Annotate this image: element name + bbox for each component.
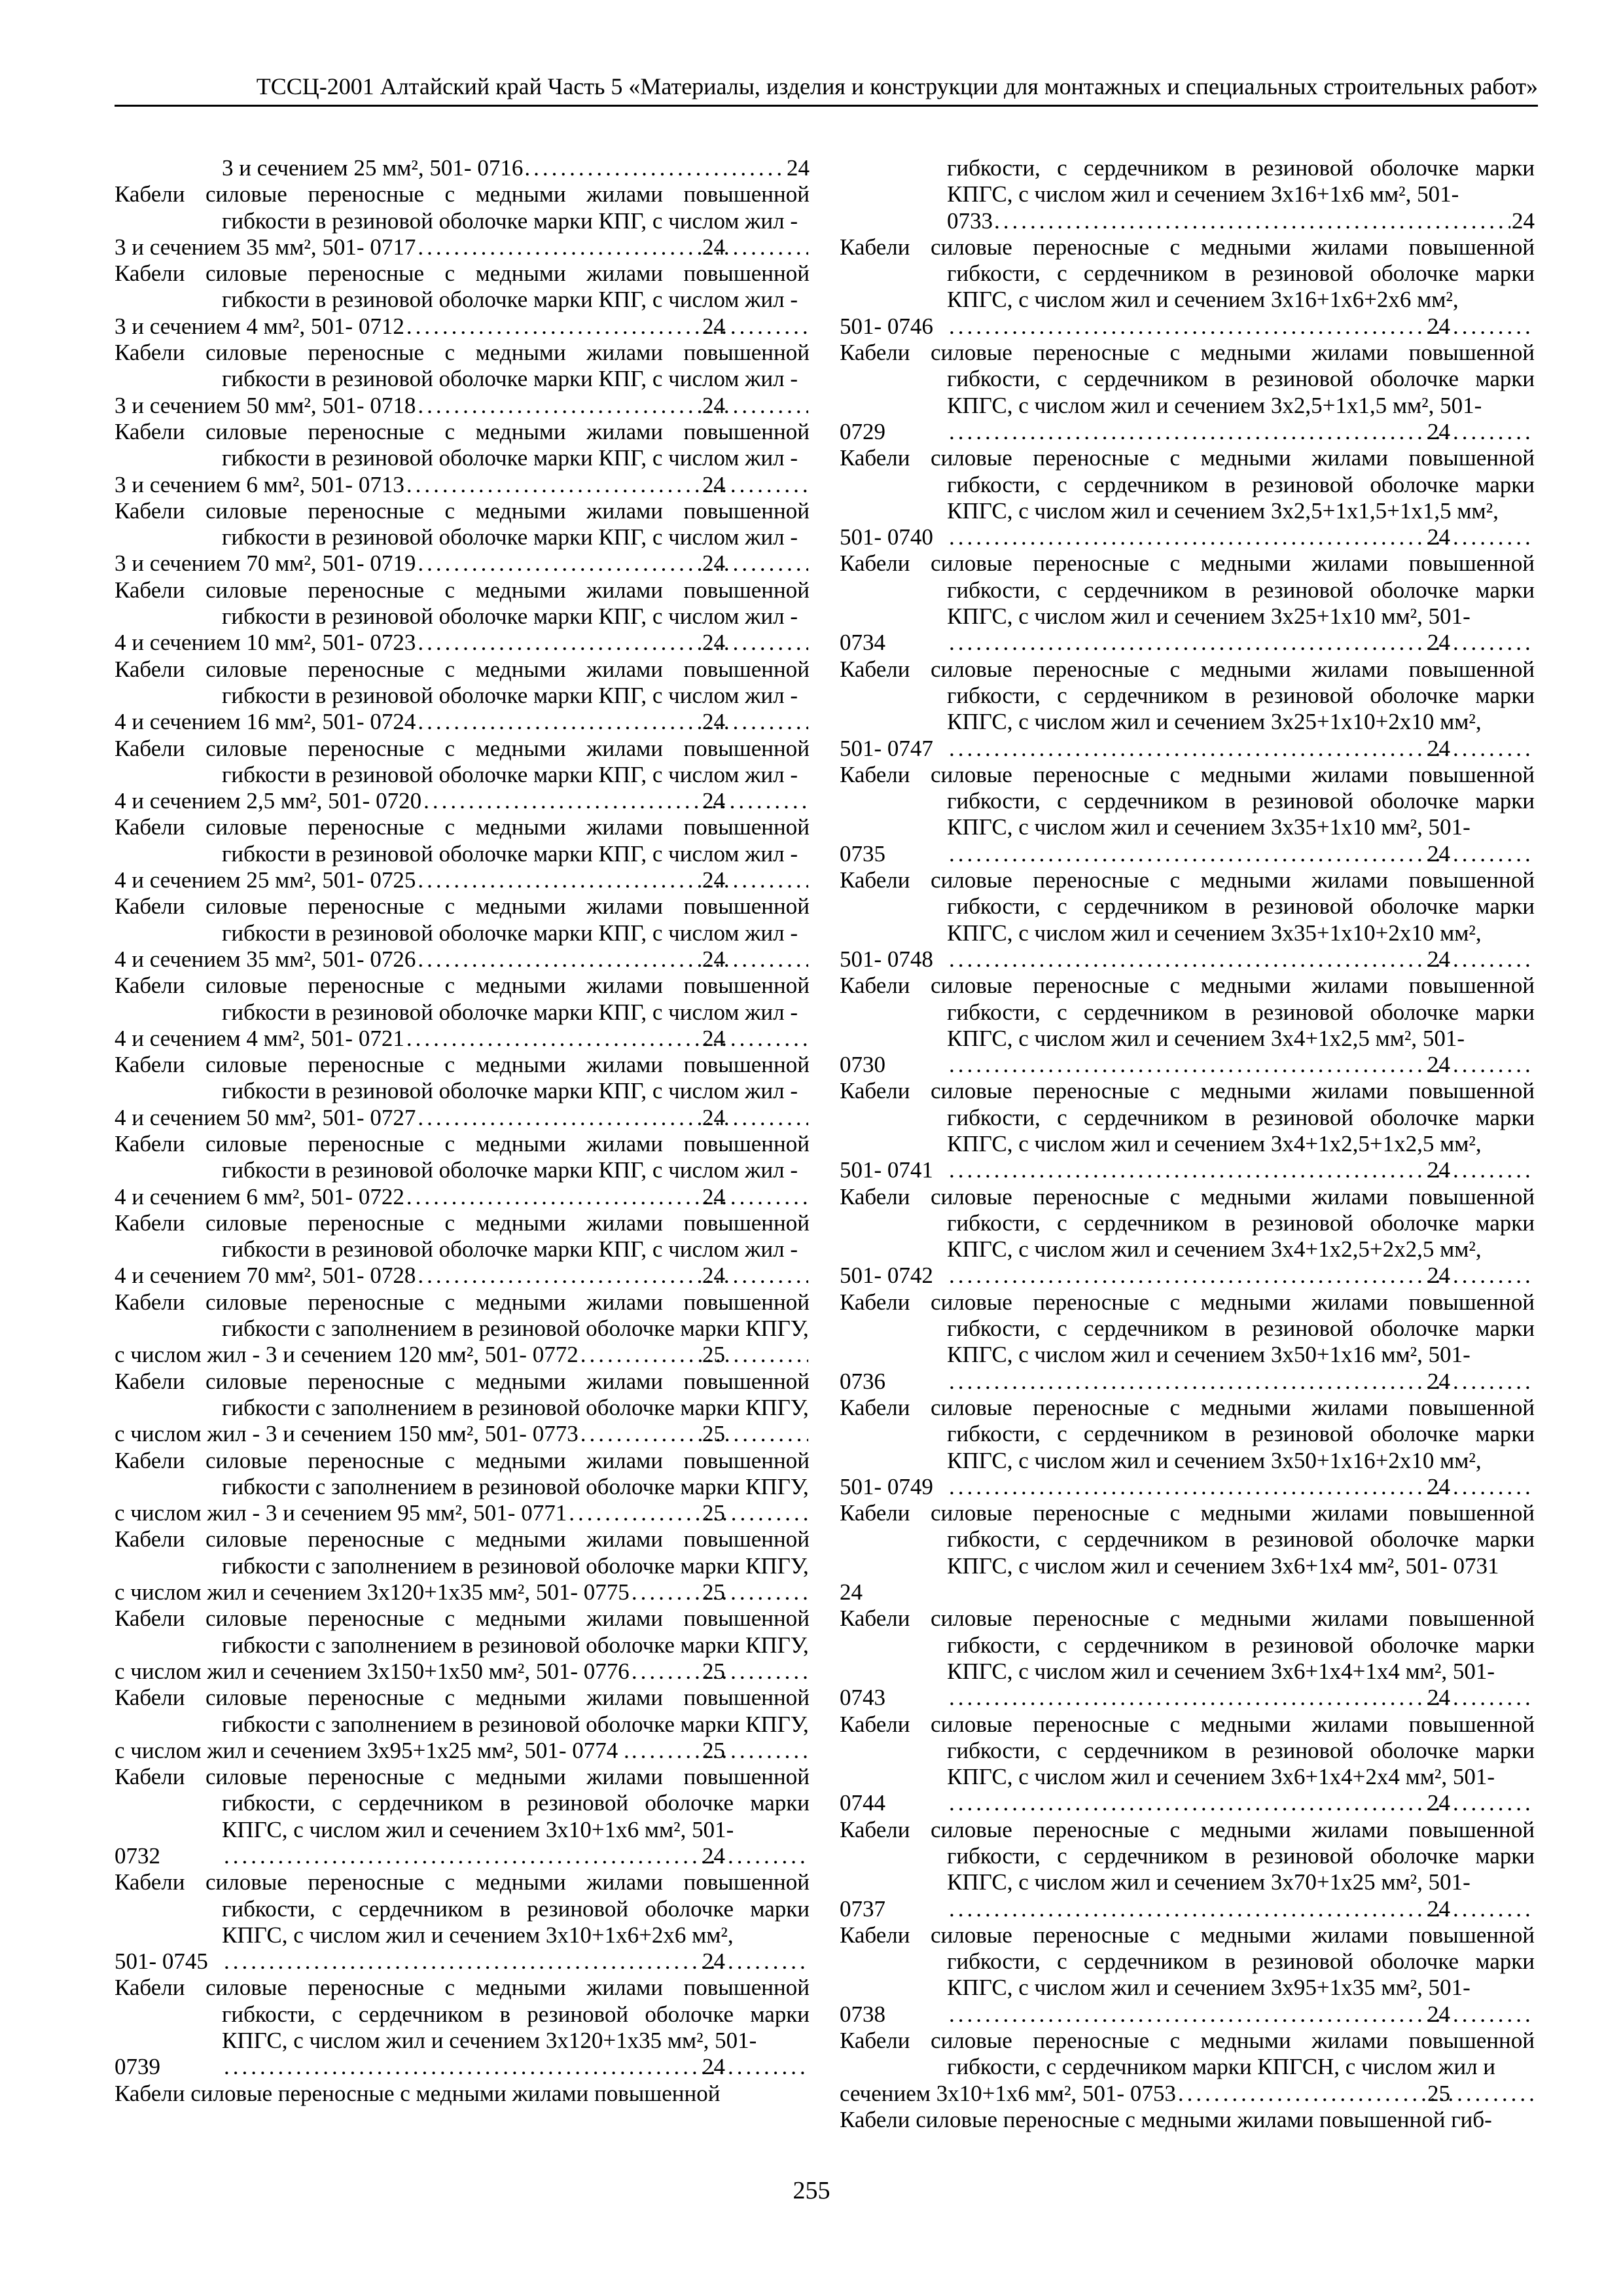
entry-last-line	[947, 208, 1535, 234]
entry-text: Кабели силовые переносные с медными жилами повышенной гибкости, с сердечником в резиновой оболочке марки КПГС, с числом жил и сечением 3х4+1х2,5 мм², 501-	[840, 973, 1535, 1051]
entry-reference: 3 и сечением 6 мм², 501- 0713	[115, 471, 404, 497]
entry-last-line: 0743 ..... 24	[947, 1685, 1535, 1711]
entry-reference: с числом жил и сечением 3х150+1х50 мм², 501- 0776	[115, 1658, 630, 1684]
entry-last-line: 4 и сечением 16 мм², 501- 0724 ..... 24	[222, 709, 810, 735]
index-entry	[115, 973, 810, 1052]
entry-last-line: 24	[840, 1579, 863, 1605]
entry-text: Кабели силовые переносные с медными жилами повышенной гибкости с заполнением в резиновой оболочке марки КПГУ,	[115, 1447, 810, 1499]
entry-last-line: с числом жил - 3 и сечением 150 мм², 501- 0773 ..... 25	[222, 1421, 810, 1447]
index-entry	[115, 1869, 810, 1975]
index-entry	[840, 1289, 1535, 1395]
entry-last-line: 4 и сечением 2,5 мм², 501- 0720 ..... 24	[222, 788, 810, 814]
dot-leader	[417, 393, 808, 419]
entry-text: Кабели силовые переносные с медными жилами повышенной гибкости в резиновой оболочке марки КПГ, с числом жил -	[115, 1130, 810, 1183]
index-entry	[840, 445, 1535, 550]
index-entry	[115, 1764, 810, 1869]
index-entry	[115, 1052, 810, 1131]
entry-reference: 4 и сечением 4 мм², 501- 0721	[115, 1025, 404, 1051]
entry-text: Кабели силовые переносные с медными жилами повышенной гибкости в резиновой оболочке марки КПГ, с числом жил -	[115, 497, 810, 550]
entry-text: Кабели силовые переносные с медными жилами повышенной гибкости в резиновой оболочке марки КПГ, с числом жил -	[115, 656, 810, 708]
entry-text: Кабели силовые переносные с медными жилами повышенной гибкости в резиновой оболочке марки КПГ, с числом жил -	[115, 340, 810, 392]
entry-reference: 4 и сечением 50 мм², 501- 0727	[115, 1104, 416, 1130]
index-column-left	[115, 155, 810, 2107]
entry-last-line: 0739 ..... 24	[222, 2054, 810, 2080]
entry-text: Кабели силовые переносные с медными жилами повышенной гибкости, с сердечником в резиновой оболочке марки КПГС, с числом жил и сечением 3х10+1х6+2х6 мм²,	[115, 1869, 810, 1948]
index-entry	[115, 736, 810, 815]
entry-text: Кабели силовые переносные с медными жилами повышенной гибкости, с сердечником в резиновой оболочке марки КПГС, с числом жил и сечением 3х70+1х25 мм², 501-	[840, 1816, 1535, 1895]
index-entry	[840, 1184, 1535, 1289]
index-entry	[840, 973, 1535, 1078]
entry-text: Кабели силовые переносные с медными жилами повышенной гибкости, с сердечником в резиновой оболочке марки КПГС, с числом жил и сечением 3х2,5+1х1,5+1х1,5 мм²,	[840, 445, 1535, 524]
entry-reference: с числом жил и сечением 3х120+1х35 мм², 501- 0775	[115, 1579, 630, 1605]
entry-text: Кабели силовые переносные с медными жилами повышенной гибкости, с сердечником в резиновой оболочке марки КПГС, с числом жил и сечением 3х16+1х6+2х6 мм²,	[840, 234, 1535, 313]
dot-leader	[417, 1263, 808, 1289]
entry-page-ref: 24	[787, 155, 810, 181]
page-number: 255	[793, 2177, 830, 2204]
entry-reference: 0733	[947, 207, 993, 234]
entry-reference: 4 и сечением 16 мм², 501- 0724	[115, 709, 416, 735]
running-header: ТССЦ-2001 Алтайский край Часть 5 «Материалы, изделия и конструкции для монтажных и специальных строительных работ»	[256, 73, 1538, 99]
entry-page-ref: 24	[1512, 207, 1535, 234]
entry-reference: 4 и сечением 25 мм², 501- 0725	[115, 867, 416, 893]
entry-last-line: 4 и сечением 35 мм², 501- 0726 ..... 24	[222, 946, 810, 973]
entry-text: Кабели силовые переносные с медными жилами повышенной гибкости, с сердечником в резиновой оболочке марки КПГС, с числом жил и сечением 3х4+1х2,5+1х2,5 мм²,	[840, 1078, 1535, 1157]
dot-leader	[417, 867, 808, 893]
dot-leader	[417, 630, 808, 656]
entry-last-line: 0744 ..... 24	[947, 1790, 1535, 1816]
entry-text: Кабели силовые переносные с медными жилами повышенной гибкости в резиновой оболочке марки КПГ, с числом жил -	[115, 1210, 810, 1263]
entry-text: Кабели силовые переносные с медными жилами повышенной гибкости, с сердечником в резиновой оболочке марки КПГС, с числом жил и сечением 3х35+1х10 мм², 501-	[840, 761, 1535, 840]
entry-last-line: 501- 0740 ..... 24	[947, 524, 1535, 550]
entry-text: Кабели силовые переносные с медными жилами повышенной гибкости, с сердечником в резиновой оболочке марки КПГС, с числом жил и сечением 3х6+1х4+2х4 мм², 501-	[840, 1711, 1535, 1790]
entry-last-line: с числом жил - 3 и сечением 120 мм², 501- 0772 ..... 25	[222, 1342, 810, 1368]
index-entry	[840, 550, 1535, 656]
entry-text: Кабели силовые переносные с медными жилами повышенной гибкости, с сердечником марки КПГСН, с числом жил и	[840, 2028, 1535, 2080]
index-entry	[840, 2107, 1535, 2133]
index-entry	[840, 1500, 1535, 1605]
entry-reference: сечением 3х10+1х6 мм², 501- 0753	[840, 2080, 1176, 2106]
index-entry	[840, 2028, 1535, 2107]
entry-last-line: 0730 ..... 24	[947, 1052, 1535, 1078]
entry-text: Кабели силовые переносные с медными жилами повышенной гибкости, с сердечником в резиновой оболочке марки КПГС, с числом жил и сечением 3х4+1х2,5+2х2,5 мм²,	[840, 1183, 1535, 1263]
index-entry	[115, 419, 810, 498]
dot-leader	[406, 1026, 808, 1052]
index-entry	[115, 1369, 810, 1448]
entry-text: Кабели силовые переносные с медными жилами повышенной гибкости с заполнением в резиновой оболочке марки КПГУ,	[115, 1605, 810, 1658]
index-entry	[840, 656, 1535, 762]
entry-reference: с числом жил - 3 и сечением 95 мм², 501- 0771	[115, 1500, 567, 1526]
entry-last-line: 0738 ..... 24	[947, 2001, 1535, 2028]
entry-last-line: с числом жил и сечением 3х120+1х35 мм², 501- 0775 ..... 25	[222, 1579, 810, 1605]
entry-last-line: 501- 0741 ..... 24	[947, 1157, 1535, 1183]
header-rule	[115, 105, 1538, 107]
entry-last-line: сечением 3х10+1х6 мм², 501- 0753 ..... 25	[947, 2081, 1535, 2107]
index-entry	[115, 2081, 810, 2107]
entry-reference: 4 и сечением 35 мм², 501- 0726	[115, 946, 416, 972]
entry-reference: 3 и сечением 35 мм², 501- 0717	[115, 234, 416, 260]
dot-leader	[580, 1342, 808, 1368]
entry-reference: 3 и сечением 70 мм², 501- 0719	[115, 550, 416, 577]
entry-reference: 3 и сечением 25 мм², 501- 0716	[222, 155, 524, 181]
entry-text: Кабели силовые переносные с медными жилами повышенной	[115, 2080, 721, 2106]
entry-text: Кабели силовые переносные с медными жилами повышенной гибкости, с сердечником в резиновой оболочке марки КПГС, с числом жил и сечением 3х120+1х35 мм², 501-	[115, 1975, 810, 2054]
entry-text: Кабели силовые переносные с медными жилами повышенной гибкости в резиновой оболочке марки КПГ, с числом жил -	[115, 893, 810, 946]
index-entry	[840, 1395, 1535, 1500]
dot-leader	[580, 1421, 808, 1447]
entry-text: Кабели силовые переносные с медными жилами повышенной гибкости в резиновой оболочке марки КПГ, с числом жил -	[115, 260, 810, 313]
entry-text: Кабели силовые переносные с медными жилами повышенной гибкости, с сердечником в резиновой оболочке марки КПГС, с числом жил и сечением 3х10+1х6 мм², 501-	[115, 1764, 810, 1842]
index-column-right	[840, 155, 1535, 2133]
entry-last-line: 4 и сечением 25 мм², 501- 0725 ..... 24	[222, 867, 810, 893]
index-entry	[115, 1448, 810, 1527]
entry-reference: с числом жил - 3 и сечением 150 мм², 501- 0773	[115, 1421, 579, 1447]
entry-text: гибкости, с сердечником в резиновой оболочке марки КПГС, с числом жил и сечением 3х16+1х6 мм², 501-	[947, 155, 1535, 207]
entry-reference: 4 и сечением 70 мм², 501- 0728	[115, 1263, 416, 1289]
entry-text: Кабели силовые переносные с медными жилами повышенной гибкости, с сердечником в резиновой оболочке марки КПГС, с числом жил и сечением 3х50+1х16+2х10 мм²,	[840, 1394, 1535, 1473]
entry-text: Кабели силовые переносные с медными жилами повышенной гибкости в резиновой оболочке марки КПГ, с числом жил -	[115, 577, 810, 630]
entry-last-line: 501- 0748 ..... 24	[947, 946, 1535, 973]
entry-last-line: с числом жил и сечением 3х95+1х25 мм², 501- 0774 . ..... 25	[222, 1738, 810, 1764]
entry-text: Кабели силовые переносные с медными жилами повышенной гиб-	[840, 2106, 1492, 2132]
entry-text: Кабели силовые переносные с медными жилами повышенной гибкости, с сердечником в резиновой оболочке марки КПГС, с числом жил и сечением 3х25+1х10+2х10 мм²,	[840, 656, 1535, 735]
index-entry	[115, 155, 810, 181]
index-entry	[115, 893, 810, 973]
index-entry	[840, 1922, 1535, 2028]
dot-leader	[994, 208, 1510, 234]
dot-leader	[417, 550, 808, 577]
index-entry	[115, 577, 810, 656]
index-entry	[840, 762, 1535, 867]
entry-last-line: 0734 ..... 24	[947, 630, 1535, 656]
entry-text: Кабели силовые переносные с медными жилами повышенной гибкости с заполнением в резиновой оболочке марки КПГУ,	[115, 1289, 810, 1342]
index-entry	[115, 498, 810, 577]
index-entry	[115, 1685, 810, 1764]
dot-leader	[1177, 2081, 1533, 2107]
entry-text: Кабели силовые переносные с медными жилами повышенной гибкости в резиновой оболочке марки КПГ, с числом жил -	[115, 418, 810, 471]
entry-text: Кабели силовые переносные с медными жилами повышенной гибкости в резиновой оболочке марки КПГ, с числом жил -	[115, 814, 810, 867]
entry-last-line: 3 и сечением 50 мм², 501- 0718 ..... 24	[222, 393, 810, 419]
entry-text: Кабели силовые переносные с медными жилами повышенной гибкости в резиновой оболочке марки КПГ, с числом жил -	[115, 973, 810, 1025]
entry-text: Кабели силовые переносные с медными жилами повышенной гибкости с заполнением в резиновой оболочке марки КПГУ,	[115, 1368, 810, 1420]
index-entry	[840, 234, 1535, 340]
entry-last-line: 0732 ..... 24	[222, 1843, 810, 1869]
dot-leader	[406, 1184, 808, 1210]
entry-last-line: 3 и сечением 6 мм², 501- 0713 ..... 24	[222, 472, 810, 498]
index-entry	[840, 867, 1535, 973]
index-entry	[115, 1605, 810, 1685]
entry-reference: 4 и сечением 6 мм², 501- 0722	[115, 1183, 404, 1210]
dot-leader	[417, 234, 808, 260]
entry-last-line: 0735 ..... 24	[947, 841, 1535, 867]
index-entry	[115, 656, 810, 736]
entry-last-line: 3 и сечением 4 мм², 501- 0712 ..... 24	[222, 314, 810, 340]
entry-last-line: 3 и сечением 70 мм², 501- 0719 ..... 24	[222, 550, 810, 577]
dot-leader	[406, 472, 808, 498]
entry-last-line: 4 и сечением 4 мм², 501- 0721 ..... 24	[222, 1026, 810, 1052]
dot-leader	[417, 709, 808, 735]
entry-last-line: 3 и сечением 35 мм², 501- 0717 ..... 24	[222, 234, 810, 260]
index-entry	[115, 340, 810, 419]
entry-last-line: 501- 0742 ..... 24	[947, 1263, 1535, 1289]
entry-text: Кабели силовые переносные с медными жилами повышенной гибкости, с сердечником в резиновой оболочке марки КПГС, с числом жил и сечением 3х50+1х16 мм², 501-	[840, 1289, 1535, 1368]
index-entry	[115, 1131, 810, 1210]
dot-leader	[568, 1500, 808, 1526]
index-entry	[115, 1526, 810, 1605]
entry-reference: с числом жил - 3 и сечением 120 мм², 501- 0772	[115, 1342, 579, 1368]
entry-last-line: 0729 ..... 24	[947, 419, 1535, 445]
entry-reference: 4 и сечением 2,5 мм², 501- 0720	[115, 788, 422, 814]
entry-last-line: 0736 ..... 24	[947, 1369, 1535, 1395]
entry-last-line: 501- 0749 ..... 24	[947, 1474, 1535, 1500]
entry-last-line: 4 и сечением 70 мм², 501- 0728 ..... 24	[222, 1263, 810, 1289]
index-entry	[115, 814, 810, 893]
index-entry	[115, 1210, 810, 1289]
entry-reference: 3 и сечением 4 мм², 501- 0712	[115, 313, 404, 339]
entry-text: Кабели силовые переносные с медными жилами повышенной гибкости, с сердечником в резиновой оболочке марки КПГС, с числом жил и сечением 3х2,5+1х1,5 мм², 501-	[840, 340, 1535, 418]
entry-text: Кабели силовые переносные с медными жилами повышенной гибкости в резиновой оболочке марки КПГ, с числом жил -	[115, 181, 810, 234]
entry-text: Кабели силовые переносные с медными жилами повышенной гибкости, с сердечником в резиновой оболочке марки КПГС, с числом жил и сечением 3х35+1х10+2х10 мм²,	[840, 867, 1535, 946]
index-entry	[840, 155, 1535, 234]
index-entry	[840, 1712, 1535, 1817]
entry-text: Кабели силовые переносные с медными жилами повышенной гибкости, с сердечником в резиновой оболочке марки КПГС, с числом жил и сечением 3х6+1х4 мм², 501- 0731	[840, 1500, 1535, 1579]
index-entry	[115, 1289, 810, 1369]
entry-text: Кабели силовые переносные с медными жилами повышенной гибкости с заполнением в резиновой оболочке марки КПГУ,	[115, 1685, 810, 1737]
dot-leader	[417, 946, 808, 973]
entry-last-line: 501- 0747 ..... 24	[947, 736, 1535, 762]
entry-last-line: 0737 ..... 24	[947, 1896, 1535, 1922]
dot-leader	[423, 788, 808, 814]
index-entry	[840, 1817, 1535, 1922]
entry-text: Кабели силовые переносные с медными жилами повышенной гибкости с заполнением в резиновой оболочке марки КПГУ,	[115, 1526, 810, 1579]
dot-leader	[417, 1105, 808, 1131]
entry-last-line	[222, 155, 810, 181]
index-entry	[115, 181, 810, 260]
entry-reference: 3 и сечением 50 мм², 501- 0718	[115, 392, 416, 418]
entry-text: Кабели силовые переносные с медными жилами повышенной гибкости, с сердечником в резиновой оболочке марки КПГС, с числом жил и сечением 3х6+1х4+1х4 мм², 501-	[840, 1605, 1535, 1684]
index-entry	[840, 1605, 1535, 1711]
index-entry	[840, 340, 1535, 445]
entry-text: Кабели силовые переносные с медными жилами повышенной гибкости, с сердечником в резиновой оболочке марки КПГС, с числом жил и сечением 3х95+1х35 мм², 501-	[840, 1922, 1535, 2001]
entry-text: Кабели силовые переносные с медными жилами повышенной гибкости в резиновой оболочке марки КПГ, с числом жил -	[115, 1052, 810, 1104]
index-entry	[840, 1078, 1535, 1183]
entry-last-line: 501- 0746 ..... 24	[947, 314, 1535, 340]
index-entry	[115, 260, 810, 340]
entry-last-line: с числом жил и сечением 3х150+1х50 мм², 501- 0776 ..... 25	[222, 1659, 810, 1685]
entry-text: Кабели силовые переносные с медными жилами повышенной гибкости, с сердечником в резиновой оболочке марки КПГС, с числом жил и сечением 3х25+1х10 мм², 501-	[840, 550, 1535, 630]
dot-leader	[524, 155, 785, 181]
entry-reference: с числом жил и сечением 3х95+1х25 мм², 501- 0774 .	[115, 1737, 630, 1763]
entry-last-line: 4 и сечением 50 мм², 501- 0727 ..... 24	[222, 1105, 810, 1131]
entry-reference: 4 и сечением 10 мм², 501- 0723	[115, 630, 416, 656]
entry-last-line: 4 и сечением 10 мм², 501- 0723 ..... 24	[222, 630, 810, 656]
entry-text: Кабели силовые переносные с медными жилами повышенной гибкости в резиновой оболочке марки КПГ, с числом жил -	[115, 735, 810, 787]
entry-last-line: 4 и сечением 6 мм², 501- 0722 ..... 24	[222, 1184, 810, 1210]
entry-last-line: 501- 0745 ..... 24	[222, 1948, 810, 1975]
entry-last-line: с числом жил - 3 и сечением 95 мм², 501- 0771 ..... 25	[222, 1500, 810, 1526]
dot-leader	[406, 314, 808, 340]
index-entry	[115, 1975, 810, 2080]
